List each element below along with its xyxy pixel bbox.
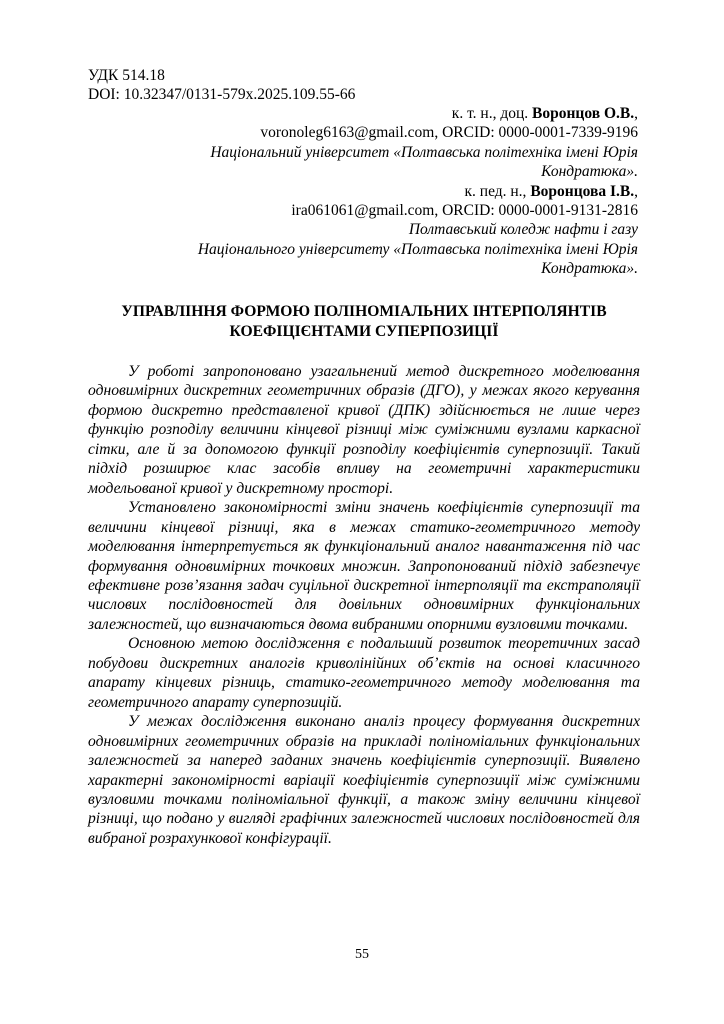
author-1-line	[78, 104, 638, 123]
article-meta	[88, 66, 355, 104]
authors-block	[78, 104, 638, 279]
abstract-paragraph-1: У роботі запропоновано узагальнений метод дискретного моделювання одновимірних дискретних геометричних образів (ДГО), у межах якого керування формою дискретно представленої кривої (ДПК) здійснюється не лише через функцію розподілу величини кінцевої різниці між суміжними вузлами каркасної сітки, але й за допомогою функції розподілу коефіцієнтів суперпозиції. Такий підхід розширює клас засобів впливу на геометричні характеристики модельованої кривої у дискретному просторі.	[88, 363, 640, 497]
abstract	[88, 362, 640, 848]
author-2-degree: к. пед. н.,	[464, 182, 531, 200]
author-2-line	[78, 182, 638, 201]
author-2-affiliation-line-1: Полтавський коледж нафти і газу	[408, 221, 638, 239]
author-1-name-suffix: ,	[634, 105, 638, 122]
udc-code: УДК 514.18	[88, 67, 165, 84]
abstract-paragraph-4: У межах дослідження виконано аналіз процесу формування дискретних одновимірних геометричних образів на прикладі поліноміальних функціональних залежностей за наперед заданих значень коефіцієнтів суперпозиції. Виявлено характерні закономірності варіації коефіцієнтів суперпозиції між суміжними вузловими точками поліноміальної функції, а також зміну величини кінцевої різниці, що подано у вигляді графічних залежностей числових послідовностей для вибраної розрахункової конфігурації.	[88, 713, 640, 847]
author-2-name-suffix: ,	[634, 182, 638, 200]
doi: DOI: 10.32347/0131-579x.2025.109.55-66	[88, 86, 356, 103]
author-1-affiliation-line-1: Національний університет «Полтавська політехніка імені Юрія	[210, 143, 638, 161]
abstract-paragraph-2: Установлено закономірності зміни значень коефіцієнтів суперпозиції та величини кінцевої різниці, яка в межах статико-геометричного методу моделювання інтерпретується як функціональний аналог навантаження під час формування одновимірних точкових множин. Запропонований підхід забезпечує ефективне розв’язання задач суцільної дискретної інтерполяції та екстраполяції числових послідовностей для довільних одновимірних функціональних залежностей, що визначаються двома вибраними опорними вузловими точками.	[88, 499, 640, 633]
author-1-name: Воронцов О.В.	[532, 105, 635, 122]
author-1-affiliation-line-2: Кондратюка».	[541, 163, 638, 181]
paper-title-line-2: КОЕФІЦІЄНТАМИ СУПЕРПОЗИЦІЇ	[229, 323, 499, 340]
author-2-name: Воронцова І.В.	[530, 182, 635, 200]
author-2-affiliation-line-3: Кондратюка».	[541, 260, 638, 278]
abstract-paragraph-3: Основною метою дослідження є подальший розвиток теоретичних засад побудови дискретних аналогів криволінійних об’єктів на основі класичного апарату кінцевих різниць, статико-геометричного методу моделювання та геометричного апарату суперпозицій.	[88, 635, 640, 711]
paper-title	[88, 302, 640, 342]
page-number: 55	[355, 947, 369, 962]
paper-title-line-1: УПРАВЛІННЯ ФОРМОЮ ПОЛІНОМІАЛЬНИХ ІНТЕРПОЛЯНТІВ	[121, 303, 607, 320]
author-2-affiliation-line-2: Національного університету «Полтавська політехніка імені Юрія	[197, 240, 638, 258]
author-2-contact: ira061061@gmail.com, ORCID: 0000-0001-9131-2816	[291, 202, 638, 220]
author-1-degree: к. т. н., доц.	[451, 105, 533, 122]
author-1-contact: voronoleg6163@gmail.com, ORCID: 0000-0001-7339-9196	[260, 124, 638, 142]
